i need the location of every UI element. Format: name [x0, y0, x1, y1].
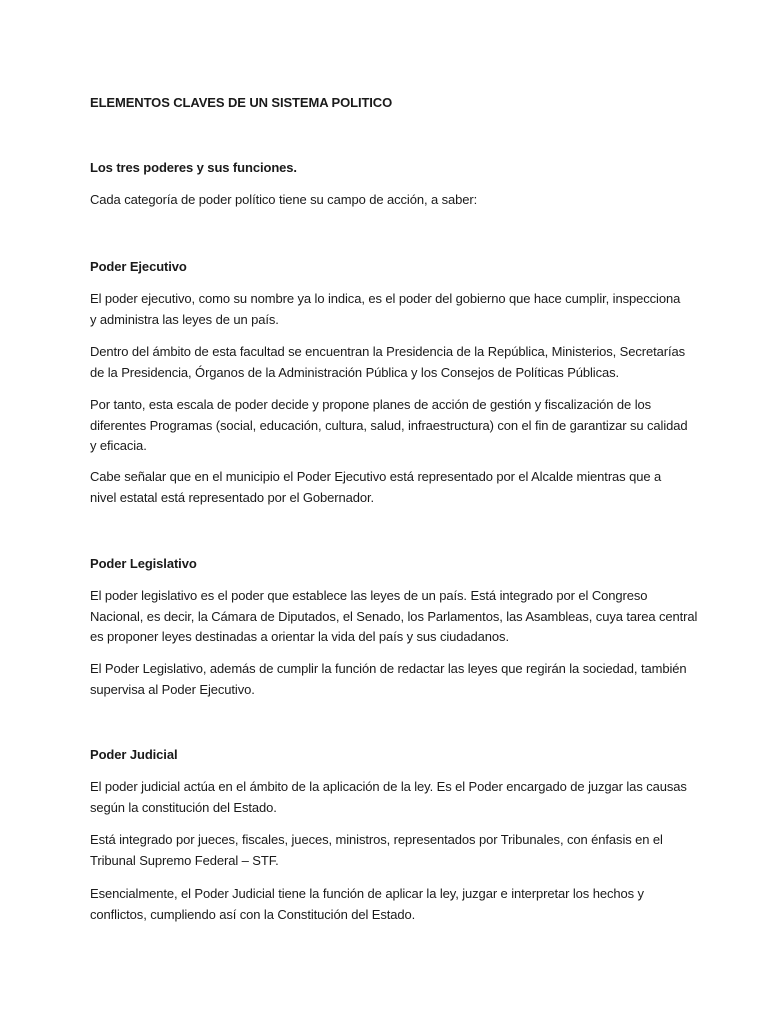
paragraph-line: Nacional, es decir, la Cámara de Diputados, el Senado, los Parlamentos, las Asambleas, cuya tarea central — [90, 608, 698, 624]
document-title: ELEMENTOS CLAVES DE UN SISTEMA POLITICO — [90, 95, 393, 110]
paragraph-line: El poder ejecutivo, como su nombre ya lo indica, es el poder del gobierno que hace cumplir, inspecciona — [90, 291, 681, 306]
paragraph-line: es proponer leyes destinadas a orientar la vida del país y sus ciudadanos. — [90, 629, 509, 644]
section-heading-judicial: Poder Judicial — [90, 747, 178, 762]
paragraph-line: El poder legislativo es el poder que establece las leyes de un país. Está integrado por el Congreso — [90, 588, 648, 603]
paragraph-line: conflictos, cumpliendo así con la Constitución del Estado. — [90, 906, 416, 922]
paragraph-line: y administra las leyes de un país. — [90, 311, 279, 327]
paragraph-line: Esencialmente, el Poder Judicial tiene la función de aplicar la ley, juzgar e interpretar los hechos y — [90, 886, 644, 901]
paragraph-line: nivel estatal está representado por el Gobernador. — [90, 489, 375, 505]
paragraph-line: El Poder Legislativo, además de cumplir la función de redactar las leyes que regirán la sociedad, también — [90, 661, 687, 676]
paragraph-line: Por tanto, esta escala de poder decide y propone planes de acción de gestión y fiscalización de los — [90, 397, 652, 412]
paragraph-line: El poder judicial actúa en el ámbito de la aplicación de la ley. Es el Poder encargado de juzgar las causas — [90, 779, 687, 794]
section-heading-legislativo: Poder Legislativo — [90, 556, 197, 571]
paragraph-line: supervisa al Poder Ejecutivo. — [90, 681, 255, 697]
section-heading-ejecutivo: Poder Ejecutivo — [90, 259, 187, 274]
intro-text: Cada categoría de poder político tiene su campo de acción, a saber: — [90, 192, 478, 207]
paragraph-line: de la Presidencia, Órganos de la Administración Pública y los Consejos de Políticas Públicas. — [90, 364, 620, 380]
paragraph-line: Dentro del ámbito de esta facultad se encuentran la Presidencia de la República, Ministerios, Secretarías — [90, 344, 686, 359]
paragraph-line: Está integrado por jueces, fiscales, jueces, ministros, representados por Tribunales, con énfasis en el — [90, 832, 663, 847]
paragraph-line: según la constitución del Estado. — [90, 799, 277, 815]
paragraph-line: diferentes Programas (social, educación, cultura, salud, infraestructura) con el fin de garantizar su calidad — [90, 417, 688, 433]
paragraph-line: Tribunal Supremo Federal – STF. — [90, 852, 279, 868]
paragraph-line: y eficacia. — [90, 438, 147, 453]
intro-heading: Los tres poderes y sus funciones. — [90, 160, 297, 175]
paragraph-line: Cabe señalar que en el municipio el Poder Ejecutivo está representado por el Alcalde mientras que a — [90, 469, 662, 484]
